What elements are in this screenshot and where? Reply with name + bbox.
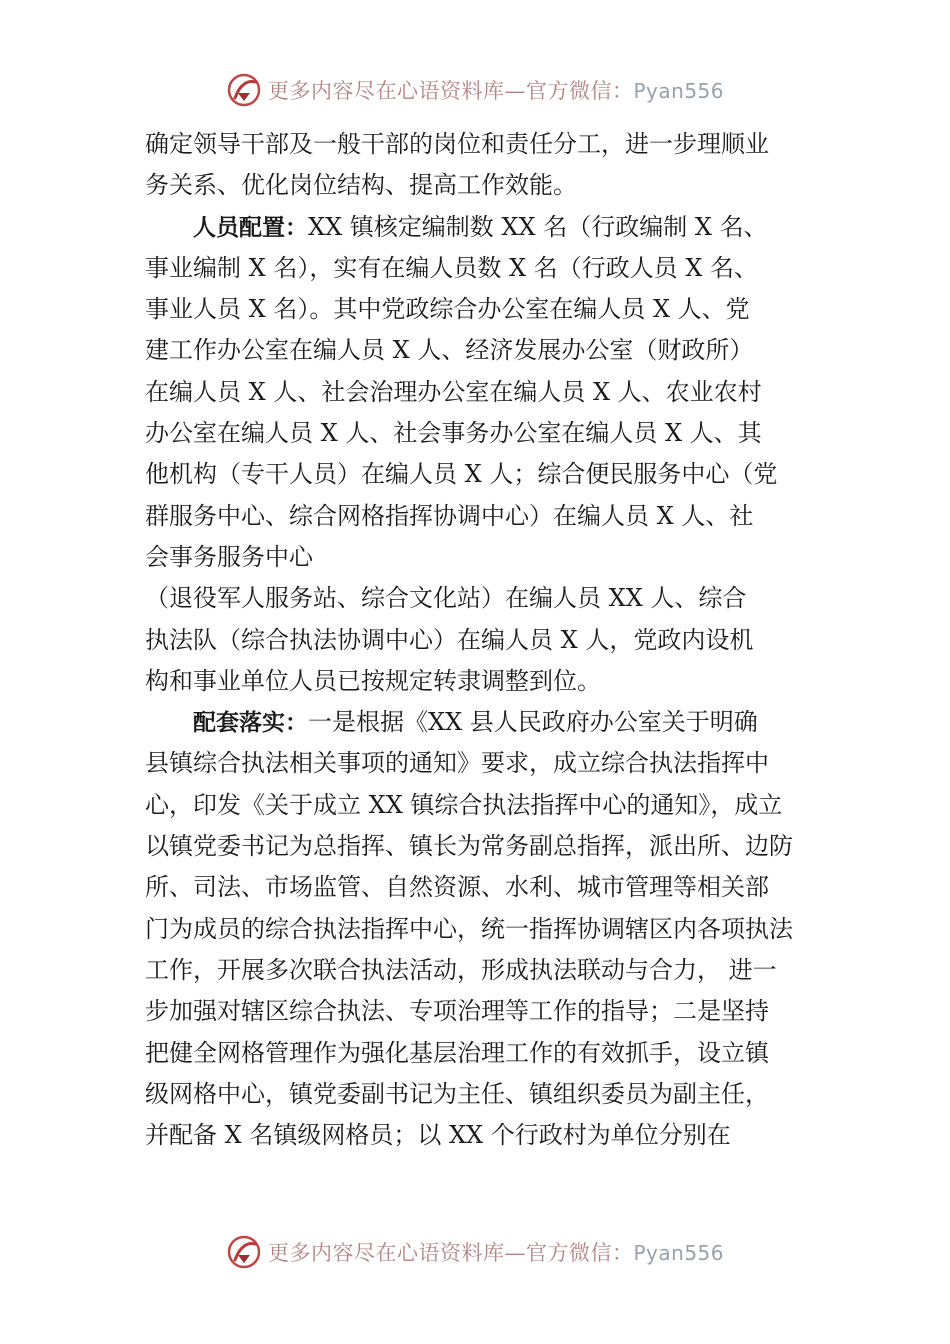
header-watermark xyxy=(0,72,950,108)
personnel-first-line xyxy=(145,207,825,248)
personnel-first-text: XX 镇核定编制数 XX 名（行政编制 X 名、 xyxy=(308,212,768,241)
watermark-text xyxy=(268,1237,724,1267)
implementation-line: 把健全网格管理作为强化基层治理工作的有效抓手，设立镇 xyxy=(145,1038,769,1067)
personnel-line: 建工作办公室在编人员 X 人、经济发展办公室（财政所） xyxy=(145,336,754,365)
watermark-prefix: 更多内容尽在心语资料库—官方微信： xyxy=(267,1241,634,1265)
implementation-first-text: 一是根据《XX 县人民政府办公室关于明确 xyxy=(308,708,758,737)
footer-watermark xyxy=(0,1234,950,1270)
implementation-label: 配套落实： xyxy=(193,710,308,737)
document-body xyxy=(145,124,825,1156)
personnel-line: 群服务中心、综合网格指挥协调中心）在编人员 X 人、社 xyxy=(145,501,754,530)
watermark-handle: Pyan556 xyxy=(633,79,724,103)
watermark-prefix: 更多内容尽在心语资料库—官方微信： xyxy=(267,79,634,103)
implementation-line: 门为成员的综合执法指挥中心，统一指挥协调辖区内各项执法 xyxy=(145,914,793,943)
brand-logo-icon xyxy=(226,72,262,108)
personnel-line: 事业人员 X 名）。其中党政综合办公室在编人员 X 人、党 xyxy=(145,295,750,324)
implementation-line: 以镇党委书记为总指挥、镇长为常务副总指挥，派出所、边防 xyxy=(145,832,793,861)
brand-logo-icon xyxy=(226,1234,262,1270)
watermark-text xyxy=(268,75,724,105)
implementation-line: 所、司法、市场监管、自然资源、水利、城市管理等相关部 xyxy=(145,873,769,902)
personnel-line: 在编人员 X 人、社会治理办公室在编人员 X 人、农业农村 xyxy=(145,377,762,406)
personnel-line: 他机构（专干人员）在编人员 X 人；综合便民服务中心（党 xyxy=(145,460,778,489)
implementation-line: 级网格中心，镇党委副书记为主任、镇组织委员为副主任， xyxy=(145,1079,769,1108)
watermark-handle: Pyan556 xyxy=(633,1241,724,1265)
intro-line: 确定领导干部及一般干部的岗位和责任分工，进一步理顺业 xyxy=(145,130,769,158)
implementation-first-line xyxy=(145,702,825,743)
implementation-line: 步加强对辖区综合执法、专项治理等工作的指导；二是坚持 xyxy=(145,997,769,1026)
implementation-line: 工作，开展多次联合执法活动，形成执法联动与合力， 进一 xyxy=(145,955,777,984)
personnel-line: 办公室在编人员 X 人、社会事务办公室在编人员 X 人、其 xyxy=(145,419,762,448)
personnel-label: 人员配置： xyxy=(193,214,308,241)
personnel-line: 执法队（综合执法协调中心）在编人员 X 人，党政内设机 xyxy=(145,625,754,654)
intro-line: 务关系、优化岗位结构、提高工作效能。 xyxy=(145,171,577,200)
implementation-line: 并配备 X 名镇级网格员；以 XX 个行政村为单位分别在 xyxy=(145,1121,731,1150)
personnel-line: 会事务服务中心 xyxy=(145,542,313,571)
personnel-line: 构和事业单位人员已按规定转隶调整到位。 xyxy=(145,666,601,695)
personnel-line: 事业编制 X 名），实有在编人员数 X 名（行政人员 X 名、 xyxy=(145,253,759,282)
implementation-line: 县镇综合执法相关事项的通知》要求，成立综合执法指挥中 xyxy=(145,749,769,778)
implementation-line: 心，印发《关于成立 XX 镇综合执法指挥中心的通知》，成立 xyxy=(145,790,783,819)
personnel-line: （退役军人服务站、综合文化站）在编人员 XX 人、综合 xyxy=(145,584,747,613)
